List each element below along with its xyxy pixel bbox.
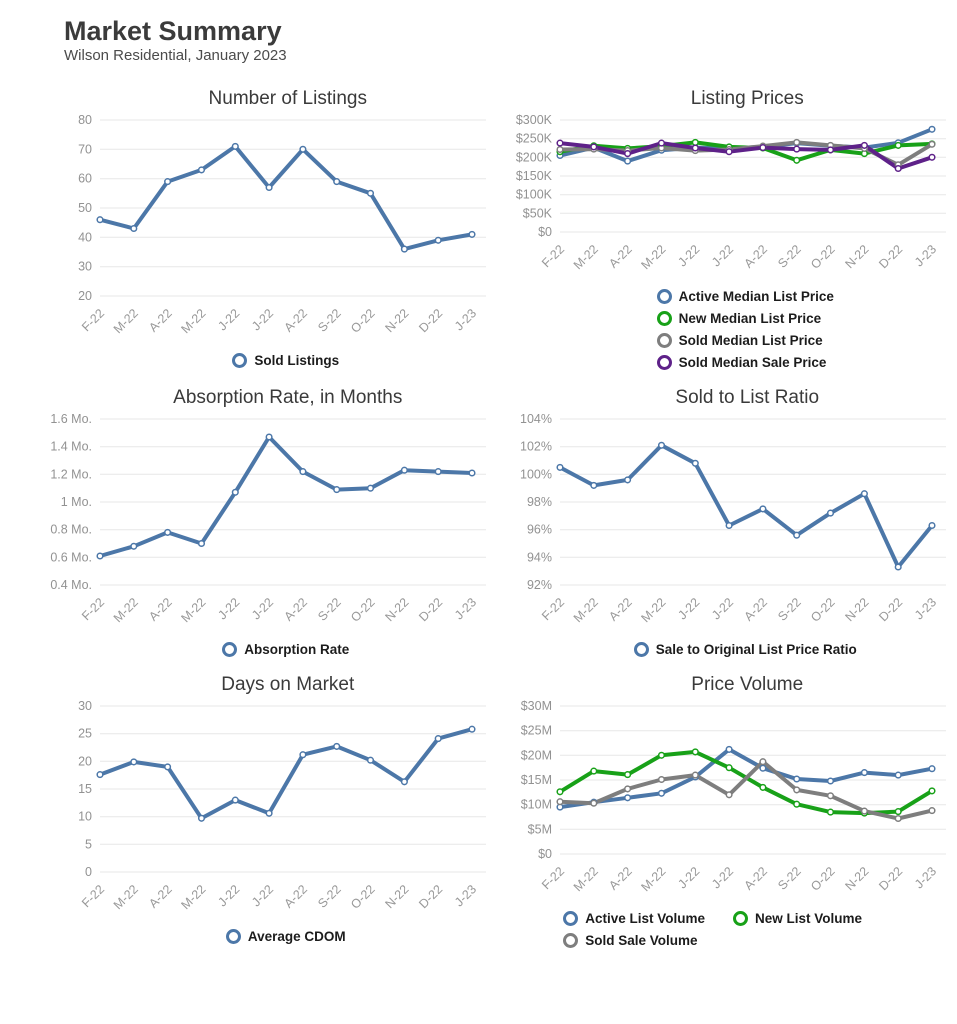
legend-label: Sold Median List Price bbox=[678, 333, 823, 349]
x-tick-label: F-22 bbox=[538, 864, 567, 893]
data-point bbox=[131, 544, 137, 550]
y-tick-label: 94% bbox=[526, 550, 552, 565]
legend-item-new-list-volume bbox=[733, 908, 862, 929]
y-tick-label: $25M bbox=[520, 723, 552, 738]
data-point bbox=[895, 772, 901, 778]
x-tick-label: J-22 bbox=[674, 242, 702, 270]
data-point bbox=[557, 465, 563, 471]
data-point bbox=[334, 179, 340, 185]
y-tick-label: 50 bbox=[78, 201, 92, 216]
y-tick-label: 30 bbox=[78, 259, 92, 274]
x-tick-label: F-22 bbox=[538, 242, 567, 271]
data-point bbox=[793, 158, 799, 164]
x-tick-label: O-22 bbox=[348, 882, 378, 912]
chart-svg bbox=[38, 698, 488, 926]
x-tick-label: M-22 bbox=[110, 595, 141, 626]
chart-title: Price Volume bbox=[691, 674, 804, 696]
data-point bbox=[760, 785, 766, 791]
data-point bbox=[793, 787, 799, 793]
data-point bbox=[591, 768, 597, 774]
data-point bbox=[793, 801, 799, 807]
series-marker-icon bbox=[232, 353, 247, 368]
data-point bbox=[726, 149, 732, 155]
y-tick-label: 80 bbox=[78, 113, 92, 128]
data-point bbox=[165, 530, 171, 536]
data-point bbox=[895, 809, 901, 815]
data-point bbox=[760, 765, 766, 771]
data-point bbox=[692, 461, 698, 467]
x-tick-label: A-22 bbox=[146, 306, 175, 335]
x-tick-label: J-22 bbox=[674, 595, 702, 623]
x-tick-label: S-22 bbox=[774, 864, 804, 893]
legend-item-sale-to-original-list-price-ratio bbox=[634, 639, 857, 660]
data-point bbox=[368, 191, 374, 197]
x-tick-label: J-22 bbox=[674, 864, 702, 892]
data-point bbox=[165, 179, 171, 185]
series-line-sold-listings bbox=[100, 146, 472, 249]
legend-item-sold-listings bbox=[232, 350, 339, 371]
y-tick-label: 104% bbox=[519, 412, 552, 427]
x-tick-label: S-22 bbox=[774, 595, 804, 624]
data-point bbox=[402, 467, 408, 473]
data-point bbox=[435, 469, 441, 475]
chart-svg bbox=[38, 411, 488, 639]
series-marker-icon bbox=[657, 289, 672, 304]
y-tick-label: $0 bbox=[537, 847, 552, 862]
x-tick-label: O-22 bbox=[807, 595, 838, 625]
y-tick-label: 60 bbox=[78, 171, 92, 186]
series-marker-icon bbox=[563, 933, 578, 948]
x-tick-label: J-22 bbox=[708, 242, 736, 270]
data-point bbox=[300, 147, 306, 153]
series-marker-icon bbox=[222, 642, 237, 657]
y-tick-label: 40 bbox=[78, 230, 92, 245]
data-point bbox=[929, 142, 935, 148]
x-tick-label: A-22 bbox=[740, 242, 770, 271]
data-point bbox=[929, 788, 935, 794]
data-point bbox=[692, 140, 698, 146]
data-point bbox=[624, 772, 630, 778]
legend-label: Absorption Rate bbox=[244, 642, 350, 658]
x-tick-label: S-22 bbox=[315, 882, 344, 911]
y-tick-label: 5 bbox=[85, 837, 92, 852]
data-point bbox=[591, 800, 597, 806]
y-tick-label: 20 bbox=[78, 754, 92, 769]
x-tick-label: S-22 bbox=[315, 595, 344, 624]
x-tick-label: A-22 bbox=[740, 595, 770, 624]
x-tick-label: N-22 bbox=[841, 595, 871, 625]
x-tick-label: D-22 bbox=[875, 242, 905, 272]
x-tick-label: F-22 bbox=[79, 882, 108, 911]
data-point bbox=[760, 145, 766, 151]
chart-legend bbox=[82, 926, 490, 947]
chart-legend bbox=[82, 350, 490, 371]
y-tick-label: 0 bbox=[85, 865, 92, 880]
data-point bbox=[334, 487, 340, 493]
x-tick-label: M-22 bbox=[178, 595, 209, 626]
x-tick-label: A-22 bbox=[605, 242, 635, 271]
y-tick-label: 1.6 Mo. bbox=[50, 412, 92, 427]
legend-item-active-median-list-price bbox=[657, 286, 834, 307]
legend-label: New Median List Price bbox=[678, 311, 822, 327]
chart-title: Number of Listings bbox=[208, 88, 367, 110]
data-point bbox=[793, 776, 799, 782]
data-point bbox=[266, 811, 272, 817]
data-point bbox=[658, 140, 664, 146]
x-tick-label: O-22 bbox=[807, 242, 838, 272]
data-point bbox=[233, 797, 239, 803]
data-point bbox=[895, 166, 901, 172]
x-tick-label: J-23 bbox=[452, 882, 480, 910]
data-point bbox=[760, 759, 766, 765]
x-tick-label: A-22 bbox=[605, 595, 635, 624]
x-tick-label: M-22 bbox=[638, 242, 669, 273]
y-tick-label: $200K bbox=[515, 150, 552, 165]
y-tick-label: 100% bbox=[519, 467, 552, 482]
y-tick-label: $10M bbox=[520, 797, 552, 812]
data-point bbox=[199, 541, 205, 547]
x-tick-label: M-22 bbox=[638, 864, 669, 895]
x-tick-label: D-22 bbox=[416, 882, 446, 912]
chart-panel-number-of-listings bbox=[38, 88, 490, 373]
x-tick-label: A-22 bbox=[146, 882, 175, 911]
data-point bbox=[402, 246, 408, 252]
data-point bbox=[861, 491, 867, 497]
chart-canvas bbox=[498, 112, 950, 286]
y-tick-label: $5M bbox=[527, 822, 552, 837]
y-tick-label: $300K bbox=[515, 113, 552, 128]
y-tick-label: $0 bbox=[537, 225, 552, 240]
chart-panel-price-volume bbox=[498, 674, 950, 951]
y-tick-label: 0.8 Mo. bbox=[50, 522, 92, 537]
y-tick-label: 1 Mo. bbox=[60, 495, 92, 510]
x-tick-label: D-22 bbox=[875, 864, 905, 894]
x-tick-label: O-22 bbox=[348, 306, 378, 336]
x-tick-label: J-22 bbox=[215, 595, 243, 623]
data-point bbox=[827, 809, 833, 815]
data-point bbox=[692, 145, 698, 151]
x-tick-label: J-23 bbox=[911, 595, 939, 623]
data-point bbox=[334, 744, 340, 750]
chart-legend bbox=[523, 908, 923, 951]
y-tick-label: 20 bbox=[78, 289, 92, 304]
data-point bbox=[591, 144, 597, 150]
data-point bbox=[793, 532, 799, 538]
series-line-sold-sale-volume bbox=[560, 762, 932, 819]
chart-svg bbox=[498, 411, 948, 639]
report-header bbox=[0, 0, 957, 64]
data-point bbox=[199, 167, 205, 173]
x-tick-label: F-22 bbox=[79, 306, 108, 335]
data-point bbox=[726, 765, 732, 771]
x-tick-label: J-23 bbox=[911, 242, 939, 270]
data-point bbox=[726, 747, 732, 753]
chart-panel-days-on-market bbox=[38, 674, 490, 951]
y-tick-label: 0.4 Mo. bbox=[50, 578, 92, 593]
data-point bbox=[929, 808, 935, 814]
data-point bbox=[97, 217, 103, 223]
data-point bbox=[199, 816, 205, 822]
data-point bbox=[557, 140, 563, 146]
y-tick-label: 15 bbox=[78, 782, 92, 797]
x-tick-label: J-22 bbox=[708, 864, 736, 892]
y-tick-label: 30 bbox=[78, 699, 92, 714]
data-point bbox=[233, 144, 239, 150]
x-tick-label: J-23 bbox=[452, 595, 480, 623]
data-point bbox=[895, 564, 901, 570]
series-line-average-cdom bbox=[100, 729, 472, 818]
x-tick-label: N-22 bbox=[382, 595, 412, 625]
x-tick-label: S-22 bbox=[774, 242, 804, 271]
legend-item-new-median-list-price bbox=[657, 308, 822, 329]
data-point bbox=[233, 490, 239, 496]
x-tick-label: S-22 bbox=[315, 306, 344, 335]
data-point bbox=[266, 185, 272, 191]
x-tick-label: N-22 bbox=[841, 864, 871, 894]
x-tick-label: A-22 bbox=[281, 882, 311, 911]
series-marker-icon bbox=[634, 642, 649, 657]
legend-label: New List Volume bbox=[755, 911, 863, 927]
data-point bbox=[827, 510, 833, 516]
y-tick-label: 25 bbox=[78, 726, 92, 741]
x-tick-label: M-22 bbox=[570, 242, 601, 273]
y-tick-label: $15M bbox=[520, 773, 552, 788]
x-tick-label: D-22 bbox=[416, 306, 446, 336]
data-point bbox=[469, 726, 475, 732]
y-tick-label: 1.4 Mo. bbox=[50, 439, 92, 454]
x-tick-label: J-22 bbox=[215, 882, 243, 910]
page-subtitle: Wilson Residential, January 2023 bbox=[64, 47, 287, 65]
x-tick-label: A-22 bbox=[146, 595, 175, 624]
legend-label: Active List Volume bbox=[585, 911, 706, 927]
x-tick-label: N-22 bbox=[382, 882, 412, 912]
charts-grid bbox=[0, 64, 957, 951]
page-title: Market Summary bbox=[64, 16, 282, 46]
y-tick-label: $50K bbox=[522, 206, 552, 221]
data-point bbox=[557, 799, 563, 805]
chart-title: Absorption Rate, in Months bbox=[173, 387, 403, 409]
data-point bbox=[726, 523, 732, 529]
x-tick-label: A-22 bbox=[740, 864, 770, 893]
y-tick-label: 98% bbox=[526, 495, 552, 510]
data-point bbox=[793, 140, 799, 146]
chart-svg bbox=[38, 112, 488, 350]
data-point bbox=[658, 777, 664, 783]
data-point bbox=[624, 158, 630, 164]
series-marker-icon bbox=[657, 355, 672, 370]
x-tick-label: M-22 bbox=[110, 306, 141, 337]
x-tick-label: N-22 bbox=[382, 306, 412, 336]
data-point bbox=[591, 483, 597, 489]
data-point bbox=[861, 143, 867, 149]
data-point bbox=[97, 553, 103, 559]
data-point bbox=[624, 786, 630, 792]
y-tick-label: $250K bbox=[515, 131, 552, 146]
x-tick-label: J-23 bbox=[911, 864, 939, 892]
legend-label: Sold Sale Volume bbox=[585, 933, 698, 949]
chart-legend bbox=[613, 286, 834, 373]
x-tick-label: M-22 bbox=[570, 595, 601, 626]
series-marker-icon bbox=[657, 333, 672, 348]
data-point bbox=[624, 477, 630, 483]
series-marker-icon bbox=[733, 911, 748, 926]
data-point bbox=[692, 772, 698, 778]
chart-canvas bbox=[38, 112, 490, 350]
y-tick-label: $100K bbox=[515, 187, 552, 202]
data-point bbox=[368, 757, 374, 763]
chart-svg bbox=[498, 698, 948, 908]
data-point bbox=[658, 791, 664, 797]
data-point bbox=[469, 232, 475, 238]
data-point bbox=[929, 766, 935, 772]
x-tick-label: J-23 bbox=[452, 306, 480, 334]
legend-label: Active Median List Price bbox=[678, 289, 834, 305]
data-point bbox=[658, 443, 664, 449]
x-tick-label: J-22 bbox=[215, 306, 243, 334]
data-point bbox=[266, 434, 272, 440]
data-point bbox=[624, 151, 630, 157]
data-point bbox=[658, 753, 664, 759]
legend-label: Sale to Original List Price Ratio bbox=[655, 642, 857, 658]
y-tick-label: $30M bbox=[520, 699, 552, 714]
data-point bbox=[827, 793, 833, 799]
data-point bbox=[557, 789, 563, 795]
chart-title: Listing Prices bbox=[690, 88, 804, 110]
chart-canvas bbox=[38, 411, 490, 639]
x-tick-label: J-22 bbox=[708, 595, 736, 623]
chart-panel-sold-to-list-ratio bbox=[498, 387, 950, 660]
x-tick-label: A-22 bbox=[281, 595, 311, 624]
data-point bbox=[131, 226, 137, 232]
data-point bbox=[793, 146, 799, 152]
y-tick-label: 0.6 Mo. bbox=[50, 550, 92, 565]
legend-item-sold-median-list-price bbox=[657, 330, 823, 351]
legend-item-average-cdom bbox=[226, 926, 346, 947]
x-tick-label: O-22 bbox=[807, 864, 838, 894]
chart-canvas bbox=[498, 411, 950, 639]
legend-label: Sold Median Sale Price bbox=[678, 355, 827, 371]
y-tick-label: $150K bbox=[515, 169, 552, 184]
data-point bbox=[827, 147, 833, 153]
legend-label: Average CDOM bbox=[247, 929, 346, 945]
data-point bbox=[624, 795, 630, 801]
data-point bbox=[469, 470, 475, 476]
data-point bbox=[300, 752, 306, 758]
data-point bbox=[368, 485, 374, 491]
data-point bbox=[692, 749, 698, 755]
data-point bbox=[861, 808, 867, 814]
data-point bbox=[131, 759, 137, 765]
chart-title: Days on Market bbox=[221, 674, 355, 696]
data-point bbox=[929, 155, 935, 161]
y-tick-label: $20M bbox=[520, 748, 552, 763]
data-point bbox=[895, 816, 901, 822]
data-point bbox=[827, 778, 833, 784]
x-tick-label: M-22 bbox=[110, 882, 141, 913]
x-tick-label: M-22 bbox=[178, 306, 209, 337]
chart-svg bbox=[498, 112, 948, 286]
chart-panel-listing-prices bbox=[498, 88, 950, 373]
series-line-absorption-rate bbox=[100, 437, 472, 556]
data-point bbox=[929, 523, 935, 529]
x-tick-label: M-22 bbox=[638, 595, 669, 626]
data-point bbox=[557, 147, 563, 153]
chart-legend bbox=[82, 639, 490, 660]
y-tick-label: 10 bbox=[78, 809, 92, 824]
x-tick-label: N-22 bbox=[841, 242, 871, 272]
data-point bbox=[929, 127, 935, 133]
chart-panel-absorption-rate bbox=[38, 387, 490, 660]
chart-canvas bbox=[38, 698, 490, 926]
series-marker-icon bbox=[657, 311, 672, 326]
legend-label: Sold Listings bbox=[254, 353, 340, 369]
legend-item-sold-sale-volume bbox=[563, 930, 697, 951]
legend-item-active-list-volume bbox=[563, 908, 705, 929]
x-tick-label: A-22 bbox=[605, 864, 635, 893]
x-tick-label: O-22 bbox=[348, 595, 378, 625]
series-marker-icon bbox=[563, 911, 578, 926]
legend-item-sold-median-sale-price bbox=[657, 352, 827, 373]
data-point bbox=[300, 469, 306, 475]
data-point bbox=[895, 143, 901, 149]
series-line-sale-to-original-list-price-ratio bbox=[560, 445, 932, 567]
y-tick-label: 70 bbox=[78, 142, 92, 157]
y-tick-label: 102% bbox=[519, 439, 552, 454]
data-point bbox=[760, 506, 766, 512]
x-tick-label: F-22 bbox=[538, 595, 567, 624]
x-tick-label: M-22 bbox=[570, 864, 601, 895]
data-point bbox=[726, 792, 732, 798]
data-point bbox=[97, 772, 103, 778]
x-tick-label: J-22 bbox=[249, 882, 277, 910]
series-marker-icon bbox=[226, 929, 241, 944]
x-tick-label: F-22 bbox=[79, 595, 108, 624]
y-tick-label: 92% bbox=[526, 578, 552, 593]
x-tick-label: D-22 bbox=[416, 595, 446, 625]
data-point bbox=[402, 779, 408, 785]
y-tick-label: 96% bbox=[526, 522, 552, 537]
x-tick-label: J-22 bbox=[249, 595, 277, 623]
y-tick-label: 1.2 Mo. bbox=[50, 467, 92, 482]
data-point bbox=[861, 770, 867, 776]
chart-title: Sold to List Ratio bbox=[675, 387, 820, 409]
chart-legend bbox=[542, 639, 950, 660]
data-point bbox=[435, 736, 441, 742]
legend-item-absorption-rate bbox=[222, 639, 349, 660]
x-tick-label: M-22 bbox=[178, 882, 209, 913]
data-point bbox=[435, 238, 441, 244]
chart-canvas bbox=[498, 698, 950, 908]
data-point bbox=[165, 764, 171, 770]
x-tick-label: A-22 bbox=[281, 306, 311, 335]
x-tick-label: D-22 bbox=[875, 595, 905, 625]
x-tick-label: J-22 bbox=[249, 306, 277, 334]
